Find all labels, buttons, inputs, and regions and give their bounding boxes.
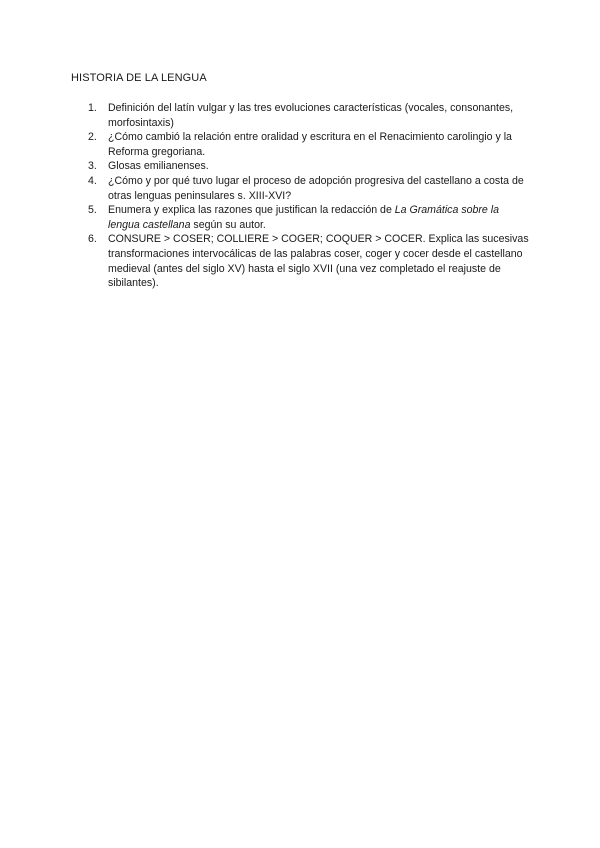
question-item-4 [71,174,533,203]
question-item-2 [71,130,533,159]
question-text: Definición del latín vulgar y las tres evoluciones características (vocales, consonantes, morfosintaxis) [108,102,514,129]
question-text-after: según su autor. [190,218,266,231]
question-text: ¿Cómo cambió la relación entre oralidad y escritura en el Renacimiento carolingio y la Reforma gregoriana. [108,131,512,158]
question-item-3 [71,159,533,174]
question-item-1 [71,101,533,130]
book-title-italic: La Gramática sobre la lengua castellana [108,204,500,231]
question-text: CONSURE > COSER; COLLIERE > COGER; COQUER > COCER. Explica las sucesivas transformaciones intervocálicas de las palabras coser, coger y cocer desde el castellano medieval (antes del siglo XV) hasta el siglo XVII (una vez completado el reajuste de sibilantes). [108,233,529,290]
question-number: 2. [88,131,97,144]
question-number: 4. [88,174,97,187]
question-number: 1. [88,102,97,114]
question-text: ¿Cómo y por qué tuvo lugar el proceso de adopción progresiva del castellano a costa de otras lenguas peninsulares s. XIII-XVI? [108,174,524,202]
question-text-before: Enumera y explica las razones que justifican la redacción de [108,204,395,217]
question-text [108,203,533,232]
question-number: 5. [88,204,97,217]
question-item-5 [71,203,533,232]
question-number: 6. [88,233,97,246]
question-list [71,101,533,291]
document-title: HISTORIA DE LA LENGUA [71,72,207,84]
question-item-6 [71,232,533,290]
question-number: 3. [88,160,97,173]
question-text: Glosas emilianenses. [108,160,209,173]
